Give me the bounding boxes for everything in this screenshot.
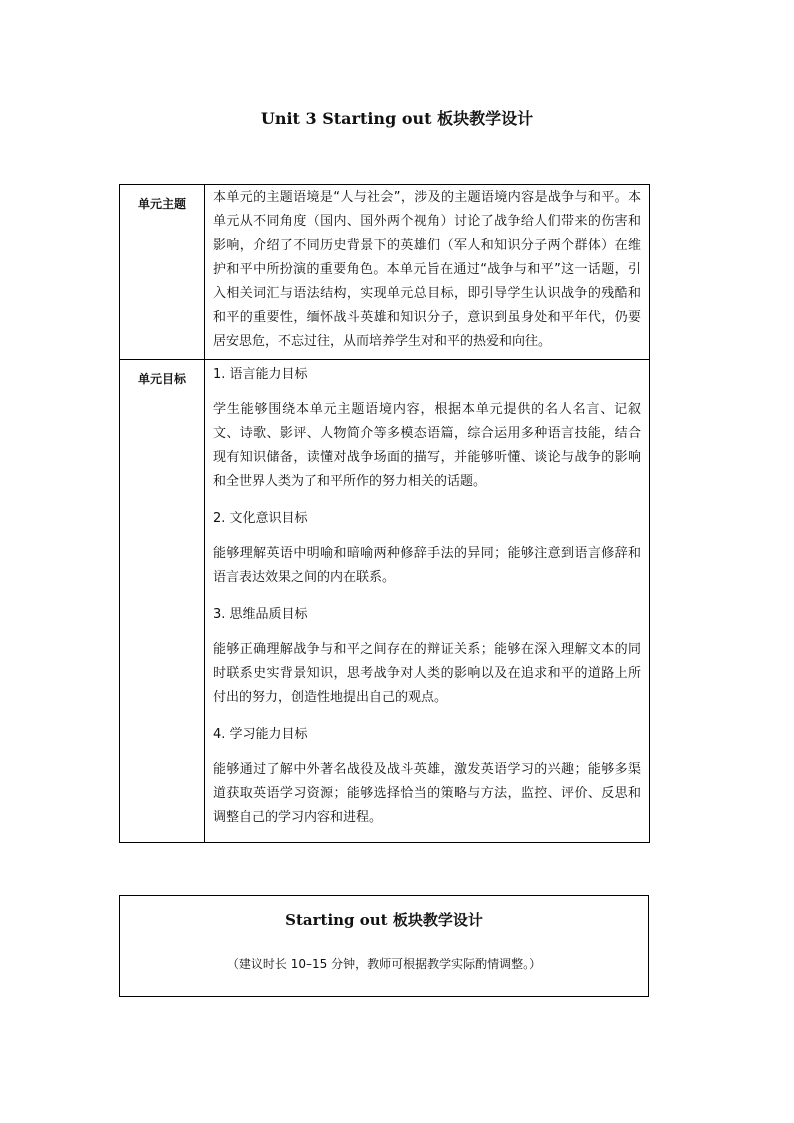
theme-row (120, 185, 650, 360)
goal-thinking (213, 603, 641, 710)
design-duration-note: （建议时长 10–15 分钟，教师可根据教学实际酌情调整。） (226, 957, 542, 971)
starting-out-design-box (119, 895, 649, 997)
theme-text: 本单元的主题语境是“人与社会”，涉及的主题语境内容是战争与和平。本单元从不同角度（国内、国外两个视角）讨论了战争给人们带来的伤害和影响，介绍了不同历史背景下的英雄们（军人和知识分子两个群体）在维护和平中所扮演的重要角色。本单元旨在通过“战争与和平”这一话题，引入相关词汇与语法结构，实现单元总目标，即引导学生认识战争的残酷和和平的重要性，缅怀战斗英雄和知识分子，意识到虽身处和平年代，仍要居安思危，不忘过往，从而培养学生对和平的热爱和向往。 (213, 190, 641, 349)
goals-label: 单元目标 (120, 360, 205, 843)
theme-content (205, 185, 650, 360)
goals-content (205, 360, 650, 843)
goal-culture (213, 507, 641, 590)
theme-label: 单元主题 (120, 185, 205, 360)
goal-heading: 1. 语言能力目标 (213, 367, 308, 382)
page-title: Unit 3 Starting out 板块教学设计 (260, 109, 534, 128)
goal-text: 学生能够围绕本单元主题语境内容，根据本单元提供的名人名言、记叙文、诗歌、影评、人物简介等多模态语篇，综合运用多种语言技能，结合现有知识储备，读懂对战争场面的描写，并能够听懂、谈论与战争的影响和全世界人类为了和平所作的努力相关的话题。 (213, 402, 641, 489)
goal-text: 能够理解英语中明喻和暗喻两种修辞手法的异同；能够注意到语言修辞和语言表达效果之间的内在联系。 (213, 546, 641, 585)
goal-text: 能够正确理解战争与和平之间存在的辩证关系；能够在深入理解文本的同时联系史实背景知识，思考战争对人类的影响以及在追求和平的道路上所付出的努力，创造性地提出自己的观点。 (213, 642, 641, 705)
goal-heading: 3. 思维品质目标 (213, 607, 308, 622)
goals-row (120, 360, 650, 843)
goal-learning (213, 723, 641, 830)
design-title: Starting out 板块教学设计 (285, 911, 483, 929)
goal-heading: 4. 学习能力目标 (213, 727, 308, 742)
unit-table (119, 184, 650, 843)
goal-heading: 2. 文化意识目标 (213, 511, 308, 526)
goal-language (213, 363, 641, 494)
goal-text: 能够通过了解中外著名战役及战斗英雄，激发英语学习的兴趣；能够多渠道获取英语学习资源；能够选择恰当的策略与方法，监控、评价、反思和调整自己的学习内容和进程。 (213, 762, 641, 825)
